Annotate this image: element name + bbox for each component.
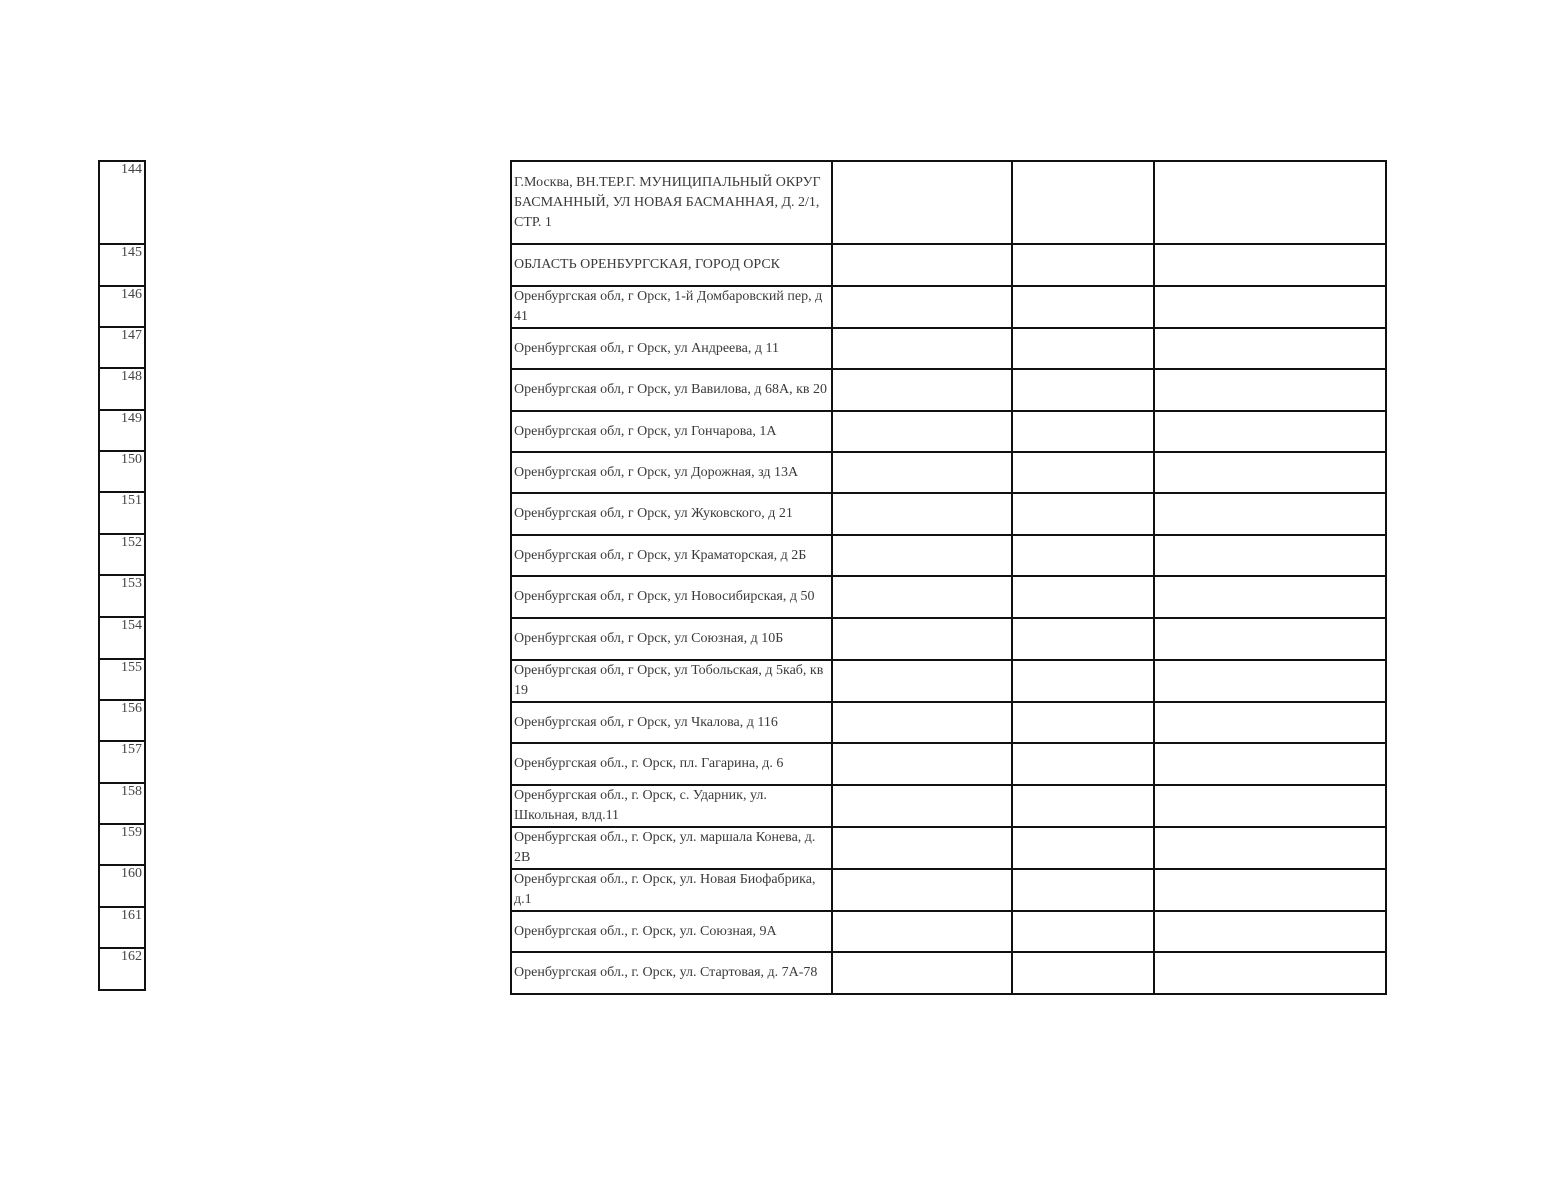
table-row <box>99 659 145 700</box>
address-cell: ОБЛАСТЬ ОРЕНБУРГСКАЯ, ГОРОД ОРСК <box>511 244 832 286</box>
table-row <box>99 783 145 824</box>
address-cell: Оренбургская обл., г. Орск, ул. Союзная, 9А <box>511 911 832 952</box>
empty-cell <box>832 576 1012 618</box>
row-number: 145 <box>99 244 145 286</box>
row-number: 153 <box>99 575 145 617</box>
table-row <box>511 452 1386 493</box>
empty-cell <box>832 785 1012 827</box>
table-row <box>99 948 145 990</box>
address-cell: Оренбургская обл, г Орск, ул Гончарова, 1А <box>511 411 832 452</box>
row-number: 158 <box>99 783 145 824</box>
table-row <box>99 824 145 865</box>
empty-cell <box>1154 869 1386 911</box>
table-row <box>511 411 1386 452</box>
empty-cell <box>1154 785 1386 827</box>
row-number: 152 <box>99 534 145 575</box>
address-cell: Оренбургская обл, г Орск, ул Тобольская, д 5каб, кв 19 <box>511 660 832 702</box>
empty-cell <box>1012 244 1154 286</box>
empty-cell <box>832 827 1012 869</box>
table-row <box>511 952 1386 994</box>
empty-cell <box>1154 161 1386 244</box>
address-cell: Оренбургская обл, г Орск, ул Андреева, д 11 <box>511 328 832 369</box>
empty-cell <box>1012 493 1154 535</box>
address-cell: Оренбургская обл, г Орск, ул Чкалова, д 116 <box>511 702 832 743</box>
address-cell: Оренбургская обл., г. Орск, ул. Стартовая, д. 7А-78 <box>511 952 832 994</box>
empty-cell <box>1154 576 1386 618</box>
address-cell: Оренбургская обл, г Орск, ул Вавилова, д 68А, кв 20 <box>511 369 832 411</box>
empty-cell <box>1154 369 1386 411</box>
row-number: 149 <box>99 410 145 451</box>
table-row <box>99 700 145 741</box>
row-number: 160 <box>99 865 145 907</box>
empty-cell <box>1154 911 1386 952</box>
table-row <box>99 451 145 492</box>
empty-cell <box>832 161 1012 244</box>
row-number: 150 <box>99 451 145 492</box>
empty-cell <box>832 452 1012 493</box>
row-number: 161 <box>99 907 145 948</box>
address-cell: Оренбургская обл, г Орск, ул Дорожная, зд 13А <box>511 452 832 493</box>
empty-cell <box>832 869 1012 911</box>
empty-cell <box>1012 869 1154 911</box>
table-row <box>99 575 145 617</box>
empty-cell <box>1012 952 1154 994</box>
table-row <box>99 161 145 244</box>
row-number: 144 <box>99 161 145 244</box>
table-row <box>511 286 1386 328</box>
empty-cell <box>1012 743 1154 785</box>
empty-cell <box>832 535 1012 576</box>
row-number: 156 <box>99 700 145 741</box>
empty-cell <box>1012 785 1154 827</box>
row-number: 157 <box>99 741 145 783</box>
empty-cell <box>832 286 1012 328</box>
table-row <box>99 492 145 534</box>
empty-cell <box>1012 702 1154 743</box>
empty-cell <box>1012 328 1154 369</box>
row-number: 148 <box>99 368 145 410</box>
row-number-column <box>98 160 146 991</box>
empty-cell <box>1154 411 1386 452</box>
address-cell: Оренбургская обл., г. Орск, ул. Новая Биофабрика, д.1 <box>511 869 832 911</box>
table-row <box>99 741 145 783</box>
empty-cell <box>832 493 1012 535</box>
address-cell: Оренбургская обл, г Орск, 1-й Домбаровский пер, д 41 <box>511 286 832 328</box>
empty-cell <box>1012 535 1154 576</box>
table-row <box>99 907 145 948</box>
empty-cell <box>1154 452 1386 493</box>
row-number: 162 <box>99 948 145 990</box>
table-row <box>511 743 1386 785</box>
empty-cell <box>832 618 1012 660</box>
table-row <box>511 702 1386 743</box>
empty-cell <box>832 328 1012 369</box>
address-cell: Оренбургская обл., г. Орск, ул. маршала Конева, д. 2В <box>511 827 832 869</box>
empty-cell <box>1154 286 1386 328</box>
address-cell: Оренбургская обл, г Орск, ул Жуковского, д 21 <box>511 493 832 535</box>
row-number: 154 <box>99 617 145 659</box>
address-cell: Оренбургская обл., г. Орск, пл. Гагарина, д. 6 <box>511 743 832 785</box>
table-row <box>511 785 1386 827</box>
empty-cell <box>1154 952 1386 994</box>
empty-cell <box>832 411 1012 452</box>
table-row <box>99 865 145 907</box>
empty-cell <box>1154 827 1386 869</box>
address-cell: Оренбургская обл., г. Орск, с. Ударник, ул. Школьная, влд.11 <box>511 785 832 827</box>
empty-cell <box>1012 911 1154 952</box>
table-row <box>99 327 145 368</box>
empty-cell <box>1154 743 1386 785</box>
table-row <box>511 369 1386 411</box>
empty-cell <box>1012 286 1154 328</box>
table-row <box>511 660 1386 702</box>
empty-cell <box>1012 452 1154 493</box>
empty-cell <box>832 660 1012 702</box>
address-cell: Оренбургская обл, г Орск, ул Союзная, д 10Б <box>511 618 832 660</box>
table-row <box>99 534 145 575</box>
address-cell: Оренбургская обл, г Орск, ул Краматорская, д 2Б <box>511 535 832 576</box>
table-row <box>511 493 1386 535</box>
empty-cell <box>1012 660 1154 702</box>
address-cell: Оренбургская обл, г Орск, ул Новосибирская, д 50 <box>511 576 832 618</box>
empty-cell <box>1154 618 1386 660</box>
row-number: 159 <box>99 824 145 865</box>
empty-cell <box>1012 576 1154 618</box>
empty-cell <box>1154 660 1386 702</box>
row-number: 146 <box>99 286 145 327</box>
empty-cell <box>832 702 1012 743</box>
table-row <box>99 410 145 451</box>
empty-cell <box>1012 411 1154 452</box>
empty-cell <box>1154 328 1386 369</box>
empty-cell <box>1012 369 1154 411</box>
empty-cell <box>1154 535 1386 576</box>
empty-cell <box>1154 493 1386 535</box>
address-cell: Г.Москва, ВН.ТЕР.Г. МУНИЦИПАЛЬНЫЙ ОКРУГ БАСМАННЫЙ, УЛ НОВАЯ БАСМАННАЯ, Д. 2/1, СТР. 1 <box>511 161 832 244</box>
empty-cell <box>1012 827 1154 869</box>
table-row <box>511 869 1386 911</box>
row-number: 147 <box>99 327 145 368</box>
table-row <box>99 368 145 410</box>
row-number: 151 <box>99 492 145 534</box>
table-row <box>511 618 1386 660</box>
table-row <box>511 576 1386 618</box>
table-row <box>511 328 1386 369</box>
empty-cell <box>1154 244 1386 286</box>
table-row <box>511 535 1386 576</box>
table-row <box>511 161 1386 244</box>
table-row <box>511 244 1386 286</box>
address-table <box>510 160 1387 995</box>
empty-cell <box>1154 702 1386 743</box>
empty-cell <box>832 244 1012 286</box>
table-row <box>511 827 1386 869</box>
empty-cell <box>1012 618 1154 660</box>
empty-cell <box>832 911 1012 952</box>
empty-cell <box>832 743 1012 785</box>
table-row <box>511 911 1386 952</box>
empty-cell <box>832 369 1012 411</box>
table-row <box>99 286 145 327</box>
empty-cell <box>1012 161 1154 244</box>
row-number: 155 <box>99 659 145 700</box>
table-row <box>99 617 145 659</box>
table-row <box>99 244 145 286</box>
empty-cell <box>832 952 1012 994</box>
